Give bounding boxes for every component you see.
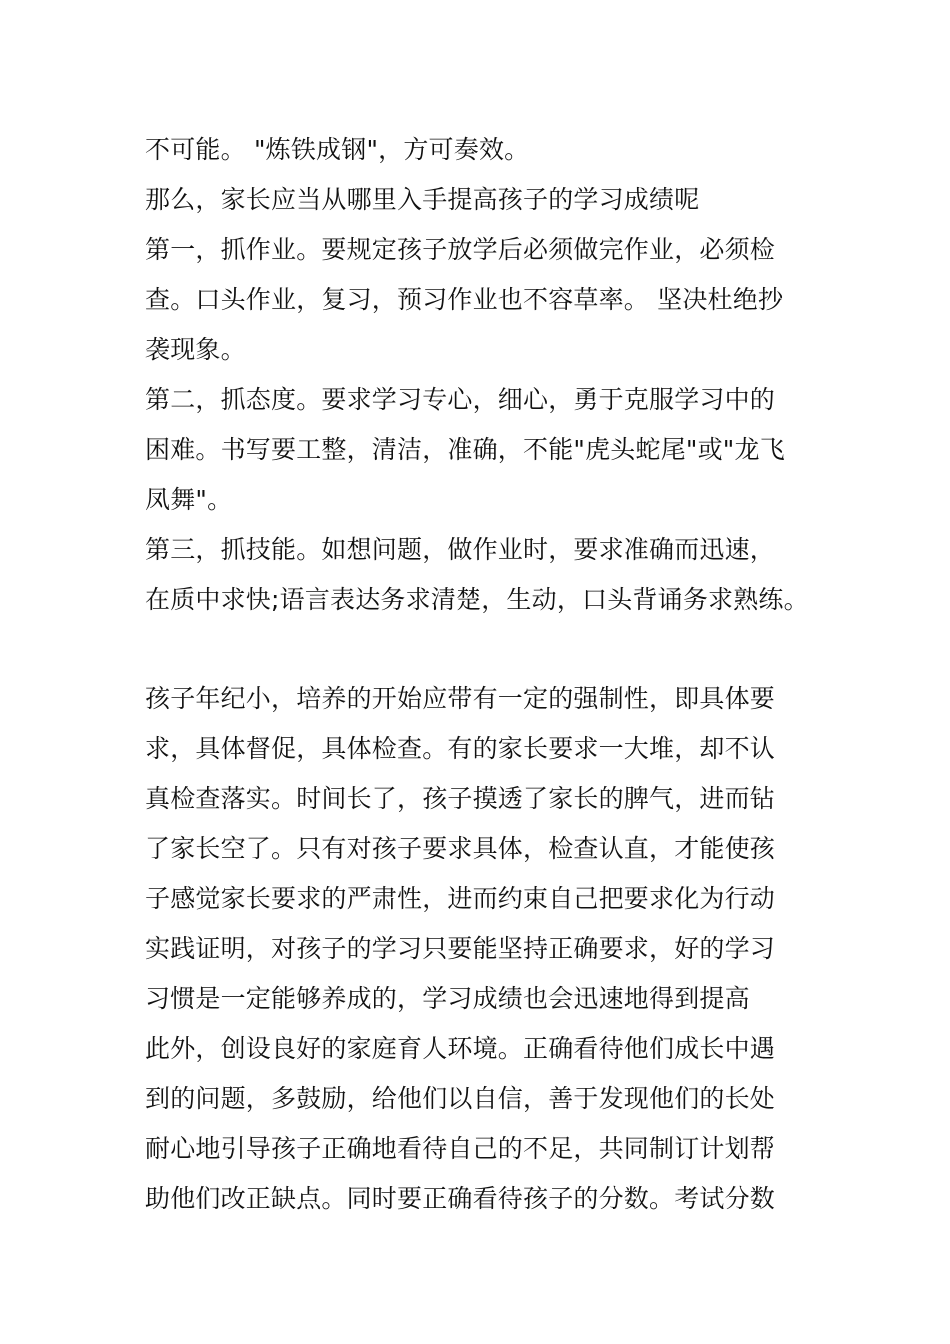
- text-line: 子感觉家长要求的严肃性，进而约束自己把要求化为行动: [145, 884, 776, 913]
- text-line: 到的问题，多鼓励，给他们以自信，善于发现他们的长处: [145, 1084, 776, 1113]
- text-line: 不可能。 "炼铁成钢"，方可奏效。: [145, 135, 530, 164]
- text-line: 孩子年纪小，培养的开始应带有一定的强制性，即具体要: [145, 684, 776, 713]
- text-line: 求，具体督促，具体检查。有的家长要求一大堆，却不认: [145, 734, 776, 763]
- text-line: 困难。书写要工整，清洁，准确，不能"虎头蛇尾"或"龙飞: [145, 435, 785, 464]
- text-line: 那么，家长应当从哪里入手提高孩子的学习成绩呢: [145, 185, 700, 214]
- text-line: 第一，抓作业。要规定孩子放学后必须做完作业，必须检: [145, 235, 776, 264]
- text-line: 袭现象。: [145, 335, 246, 364]
- text-line: 实践证明，对孩子的学习只要能坚持正确要求，好的学习: [145, 934, 776, 963]
- text-line: 第三，抓技能。如想问题，做作业时，要求准确而迅速，: [145, 535, 776, 564]
- text-line: 了家长空了。只有对孩子要求具体，检查认直，才能使孩: [145, 834, 776, 863]
- text-line: 此外，创设良好的家庭育人环境。正确看待他们成长中遇: [145, 1034, 776, 1063]
- text-line: 耐心地引导孩子正确地看待自己的不足，共同制订计划帮: [145, 1134, 776, 1163]
- text-line: 习惯是一定能够养成的，学习成绩也会迅速地得到提高: [145, 984, 750, 1013]
- text-line: 真检查落实。时间长了，孩子摸透了家长的脾气，进而钻: [145, 784, 776, 813]
- text-line: 助他们改正缺点。同时要正确看待孩子的分数。考试分数: [145, 1184, 776, 1213]
- text-line: 第二，抓态度。要求学习专心，细心，勇于克服学习中的: [145, 385, 776, 414]
- text-line: 在质中求快;语言表达务求清楚，生动，口头背诵务求熟练。: [145, 585, 809, 614]
- text-line: 查。口头作业，复习，预习作业也不容草率。 坚决杜绝抄: [145, 285, 784, 314]
- text-line: 凤舞"。: [145, 485, 233, 514]
